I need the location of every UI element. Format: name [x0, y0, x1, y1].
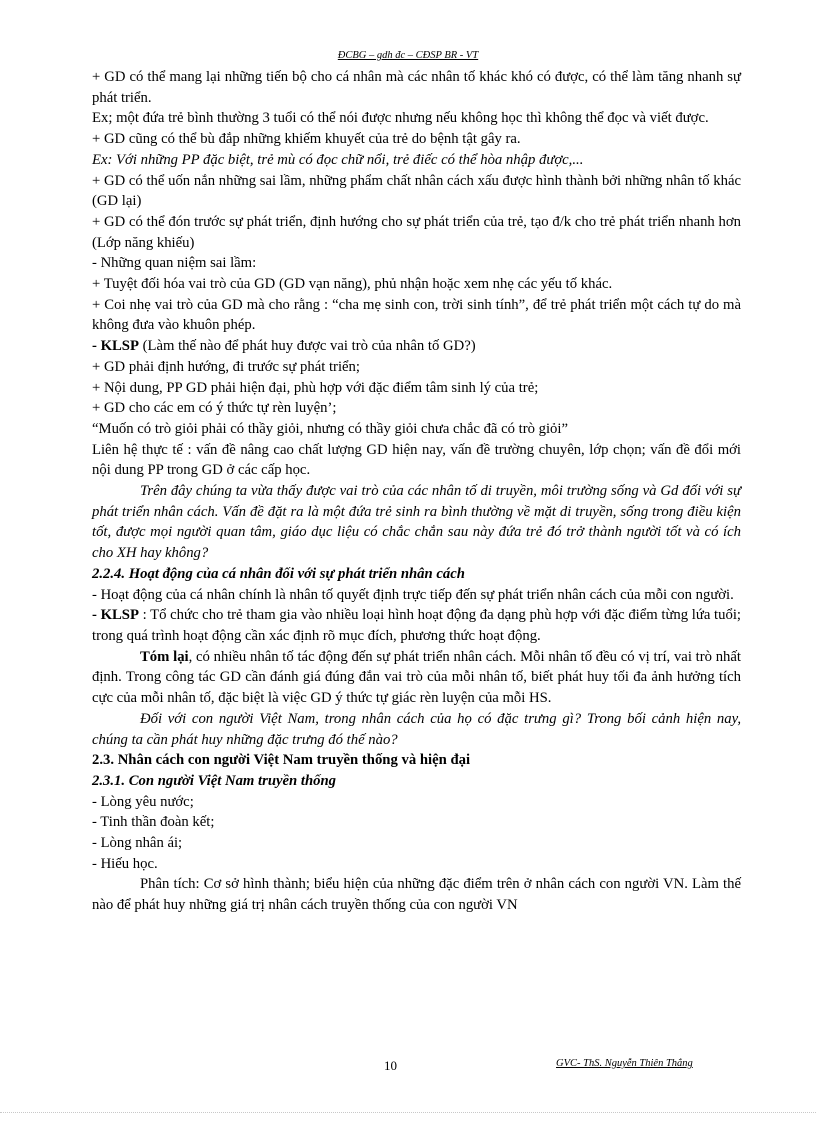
klsp-text: (Làm thế nào để phát huy được vai trò của nhân tố GD?)	[138, 338, 476, 355]
paragraph: + GD có thể mang lại những tiến bộ cho cá nhân mà các nhân tố khác khó có được, có thể làm tăng nhanh sự phát triển.	[92, 69, 741, 106]
paragraph: Phân tích: Cơ sở hình thành; biểu hiện của những đặc điểm trên ở nhân cách con người VN. Làm thế nào để phát huy những giá trị nhân cách truyền thống của con người VN	[92, 876, 741, 914]
paragraph: + Coi nhẹ vai trò của GD mà cho rằng : “cha mẹ sinh con, trời sinh tính”, để trẻ phát triển một cách tự do mà không đưa vào khuôn phép.	[92, 296, 741, 334]
italic-paragraph: Trên đây chúng ta vừa thấy được vai trò của các nhân tố di truyền, môi trường sống và Gd đối với sự phát triển nhân cách. Vấn đề đặt ra là một đứa trẻ sinh ra bình thường về mặt di truyền, sống trong điều kiện tốt, được mọi người quan tâm, giáo dục liệu có chắc chắn sau này đứa trẻ đó trở thành người tốt và có ích cho XH hay không?	[92, 483, 741, 562]
list-item: - Lòng nhân ái;	[92, 835, 183, 852]
paragraph: + GD cũng có thể bù đắp những khiếm khuyết của trẻ do bệnh tật gây ra.	[92, 131, 521, 148]
paragraph: - Những quan niệm sai lầm:	[92, 255, 257, 272]
list-item: - Lòng yêu nước;	[92, 793, 194, 810]
footer-author: GVC- ThS. Nguyễn Thiên Thắng	[556, 1058, 693, 1069]
summary-paragraph	[92, 647, 741, 709]
klsp-paragraph	[92, 336, 741, 357]
section-heading-2-2-4: 2.2.4. Hoạt động của cá nhân đối với sự phát triển nhân cách	[92, 565, 465, 582]
paragraph: - Hoạt động của cá nhân chính là nhân tố quyết định trực tiếp đến sự phát triển nhân cách của mỗi con người.	[92, 586, 734, 603]
paragraph: + GD có thể uốn nắn những sai lầm, những phẩm chất nhân cách xấu được hình thành bởi những nhân tố khác (GD lại)	[92, 172, 741, 210]
paragraph: Ex; một đứa trẻ bình thường 3 tuổi có thể nói được nhưng nếu không học thì không thể đọc và viết được.	[92, 110, 709, 127]
list-item: - Tinh thần đoàn kết;	[92, 814, 215, 831]
document-body	[92, 67, 741, 916]
summary-text: , có nhiều nhân tố tác động đến sự phát triển nhân cách. Mỗi nhân tố đều có vị trí, vai trò nhất định. Trong công tác GD cần đánh giá đúng đắn vai trò của mỗi nhân tố, biết phát huy tối đa ảnh hưởng tích cực của mỗi nhân tố, đặc biệt là việc GD ý thức tự giác rèn luyện của mỗi HS.	[92, 648, 741, 707]
paragraph: + Tuyệt đối hóa vai trò của GD (GD vạn năng), phủ nhận hoặc xem nhẹ các yếu tố khác.	[92, 276, 613, 293]
klsp-label: - KLSP	[92, 607, 139, 624]
section-heading-2-3: 2.3. Nhân cách con người Việt Nam truyền thống và hiện đại	[92, 752, 471, 769]
paragraph: + GD cho các em có ý thức tự rèn luyện’;	[92, 400, 337, 417]
summary-label: Tóm lại	[140, 648, 189, 665]
paragraph: + GD phải định hướng, đi trước sự phát triển;	[92, 358, 360, 375]
list-item: - Hiếu học.	[92, 855, 158, 872]
page-header: ĐCBG – gdh đc – CĐSP BR - VT	[337, 50, 479, 61]
italic-paragraph: Đối với con người Việt Nam, trong nhân cách của họ có đặc trưng gì? Trong bối cảnh hiện nay, chúng ta cần phát huy những đặc trưng đó thế nào?	[92, 710, 741, 748]
example-italic: Ex: Với những PP đặc biệt, trẻ mù có đọc chữ nổi, trẻ điếc có thể hòa nhập được,...	[92, 151, 584, 168]
section-heading-2-3-1: 2.3.1. Con người Việt Nam truyền thống	[92, 772, 336, 789]
paragraph: + Nội dung, PP GD phải hiện đại, phù hợp với đặc điểm tâm sinh lý của trẻ;	[92, 379, 539, 396]
klsp-label: - KLSP	[92, 338, 139, 355]
paragraph: + GD có thể đón trước sự phát triển, định hướng cho sự phát triển của trẻ, tạo đ/k cho trẻ phát triển nhanh hơn (Lớp năng khiếu)	[92, 213, 741, 251]
page-number: 10	[384, 1058, 397, 1073]
quote: “Muốn có trò giỏi phải có thầy giỏi, nhưng có thầy giỏi chưa chắc đã có trò giỏi”	[92, 420, 569, 437]
page-bottom-divider	[0, 1112, 816, 1113]
klsp-paragraph	[92, 605, 741, 646]
paragraph: Liên hệ thực tế : vấn đề nâng cao chất lượng GD hiện nay, vấn đề trường chuyên, lớp chọn; vấn đề đổi mới nội dung PP trong GD ở các cấp học.	[92, 441, 741, 479]
klsp-text: : Tổ chức cho trẻ tham gia vào nhiều loại hình hoạt động đa dạng phù hợp với đặc điểm từng lứa tuổi; trong quá trình hoạt động cần xác định rõ mục đích, phương thức hoạt động.	[92, 607, 741, 644]
